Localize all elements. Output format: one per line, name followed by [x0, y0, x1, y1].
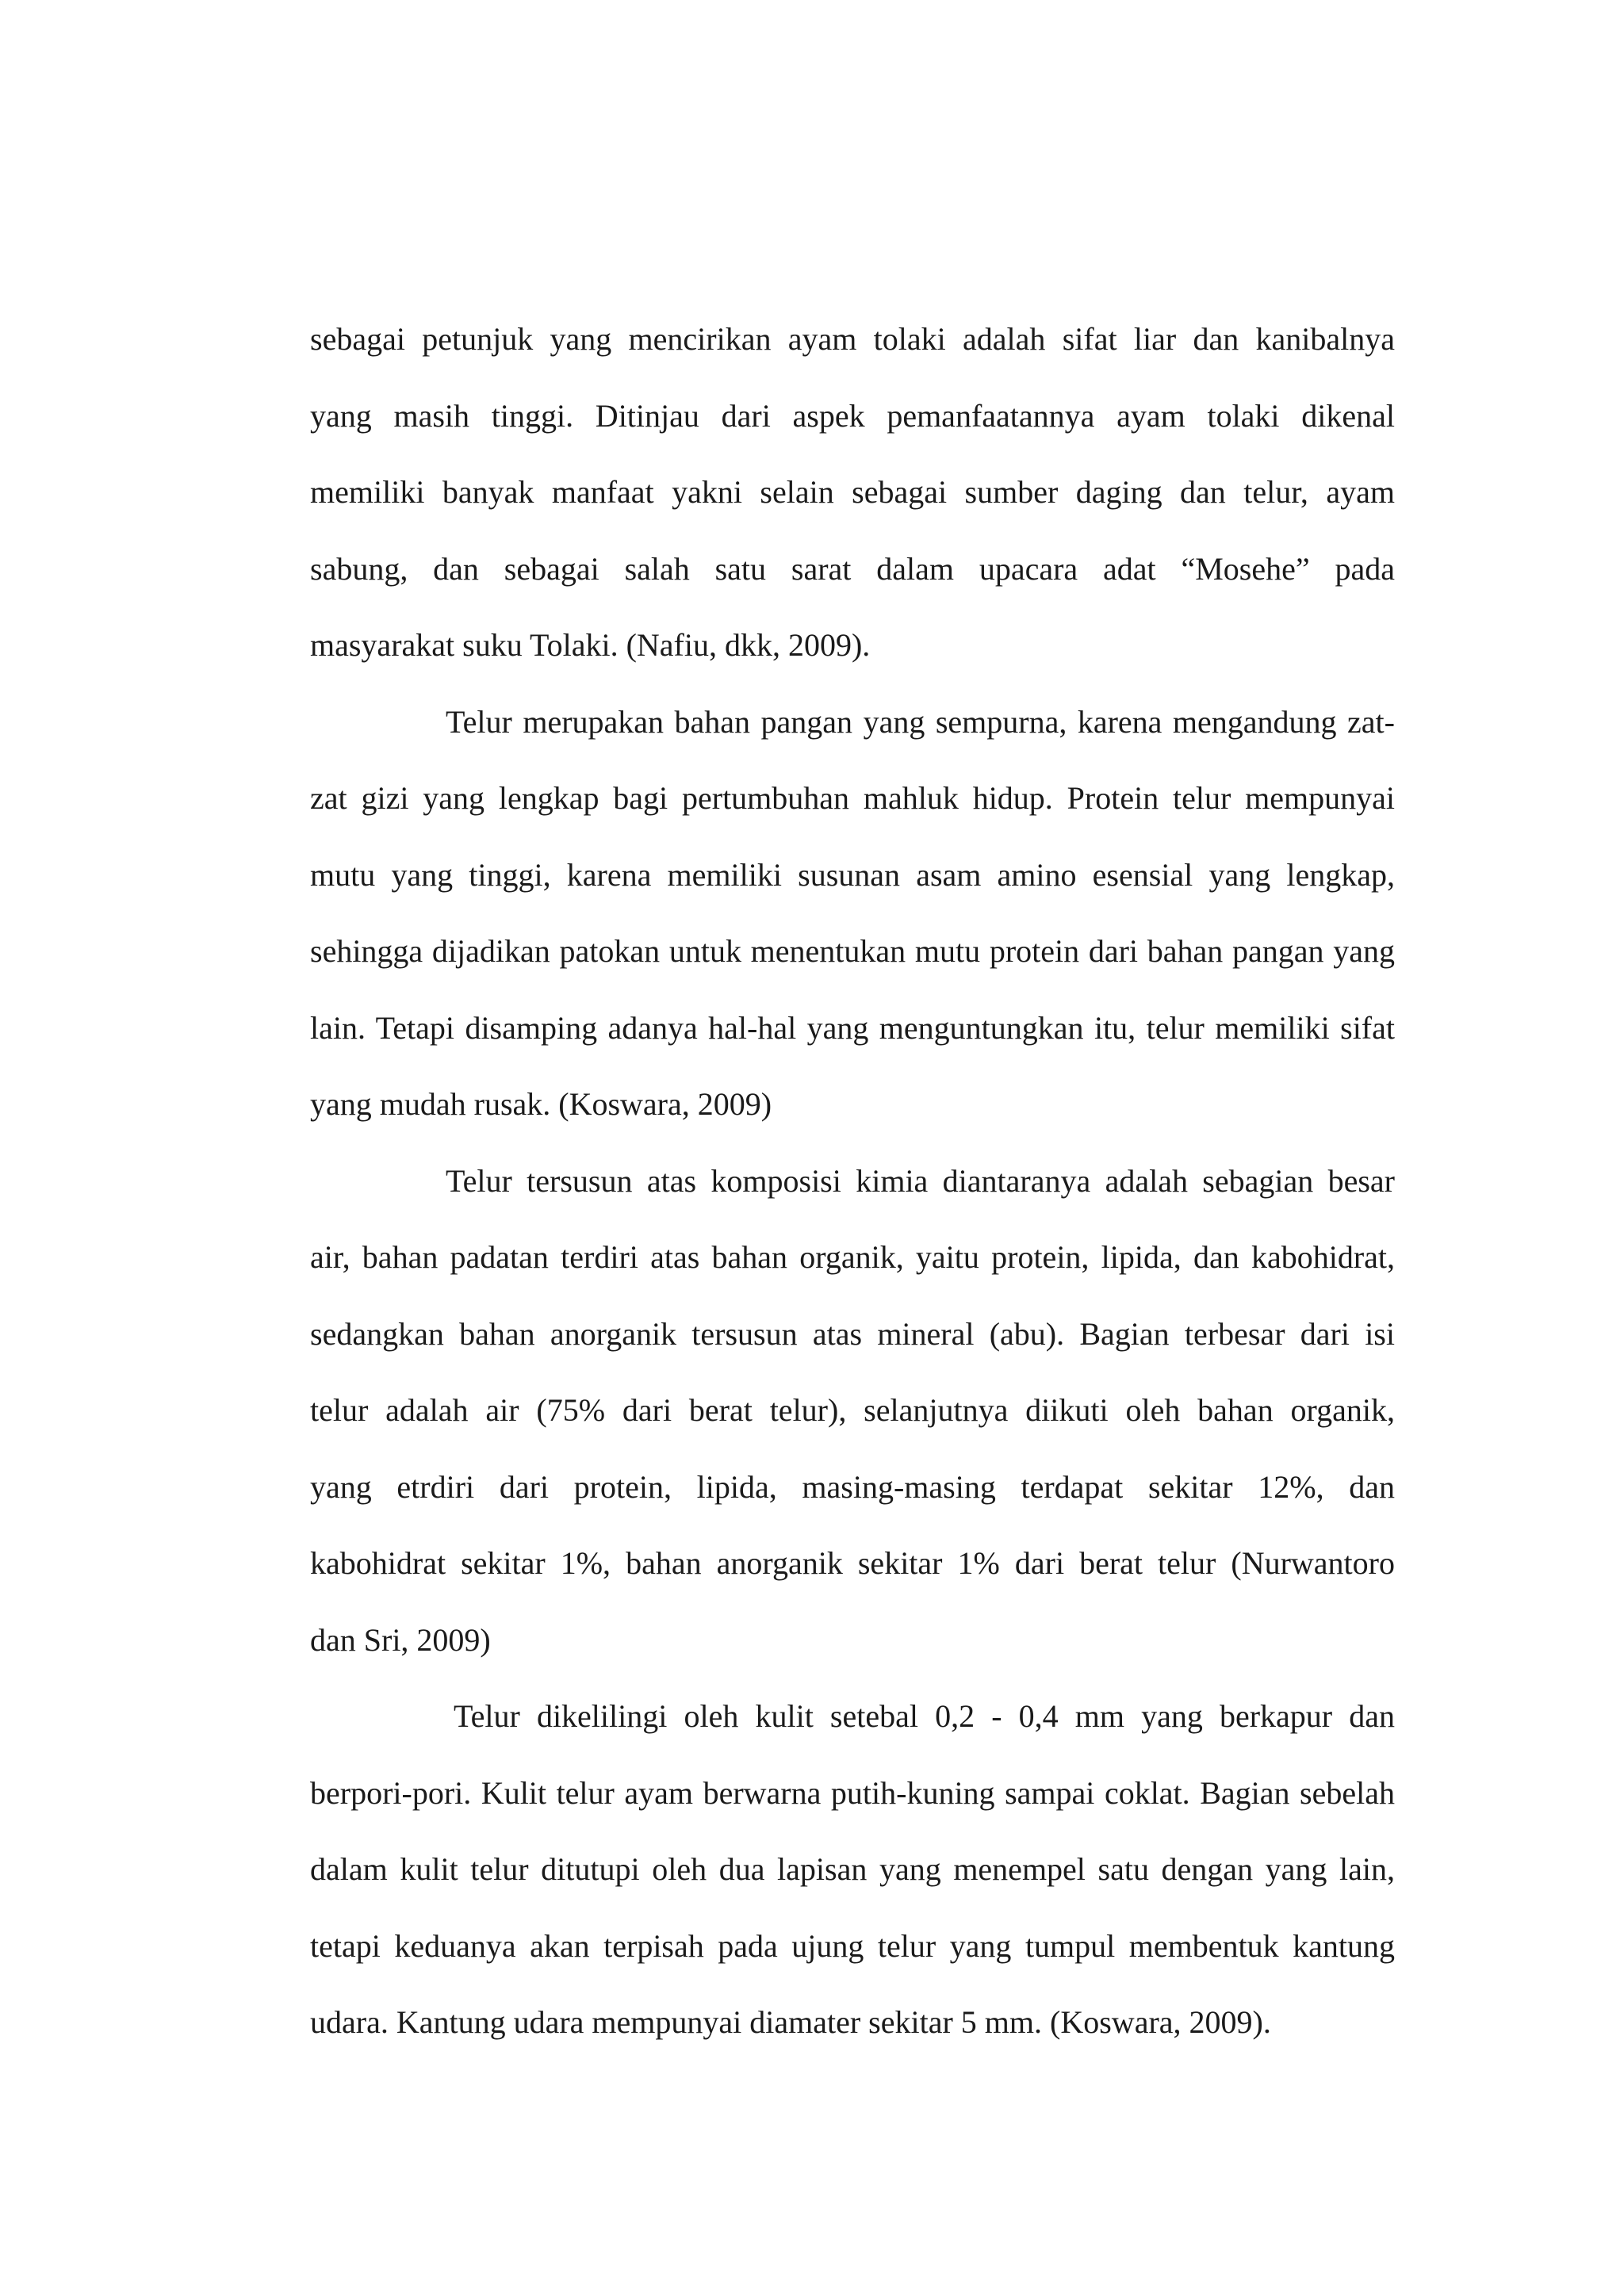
text-line: memiliki banyak manfaat yakni selain sebagai sumber daging dan telur, ayam — [310, 474, 1395, 510]
text-line: berpori-pori. Kulit telur ayam berwarna putih-kuning sampai coklat. Bagian sebelah — [310, 1774, 1395, 1811]
text-line: air, bahan padatan terdiri atas bahan organik, yaitu protein, lipida, dan kabohidrat, — [310, 1239, 1395, 1275]
text-line: dalam kulit telur ditutupi oleh dua lapisan yang menempel satu dengan yang lain, — [310, 1851, 1395, 1887]
text-line: yang etrdiri dari protein, lipida, masing-masing terdapat sekitar 12%, dan — [310, 1468, 1395, 1505]
paragraph-4 — [310, 1678, 1395, 2061]
text-line: Telur merupakan bahan pangan yang sempurna, karena mengandung zat- — [446, 703, 1395, 740]
text-line: zat gizi yang lengkap bagi pertumbuhan mahluk hidup. Protein telur mempunyai — [310, 780, 1395, 816]
paragraph-2 — [310, 684, 1395, 1143]
text-line: lain. Tetapi disamping adanya hal-hal yang menguntungkan itu, telur memiliki sifat — [310, 1009, 1395, 1046]
text-line: Telur tersusun atas komposisi kimia diantaranya adalah sebagian besar — [446, 1162, 1395, 1199]
text-line: telur adalah air (75% dari berat telur), selanjutnya diikuti oleh bahan organik, — [310, 1392, 1395, 1428]
text-line: sedangkan bahan anorganik tersusun atas mineral (abu). Bagian terbesar dari isi — [310, 1315, 1395, 1352]
text-line: mutu yang tinggi, karena memiliki susunan asam amino esensial yang lengkap, — [310, 856, 1395, 893]
paragraph-3 — [310, 1143, 1395, 1679]
document-body — [310, 301, 1395, 2061]
text-line: sehingga dijadikan patokan untuk menentukan mutu protein dari bahan pangan yang — [310, 933, 1395, 969]
text-line: udara. Kantung udara mempunyai diamater sekitar 5 mm. (Koswara, 2009). — [310, 2004, 1271, 2040]
text-line: dan Sri, 2009) — [310, 1621, 491, 1658]
text-line: tetapi keduanya akan terpisah pada ujung telur yang tumpul membentuk kantung — [310, 1927, 1395, 1964]
text-line: sabung, dan sebagai salah satu sarat dalam upacara adat “Mosehe” pada — [310, 550, 1395, 587]
text-line: yang masih tinggi. Ditinjau dari aspek pemanfaatannya ayam tolaki dikenal — [310, 397, 1395, 434]
text-line: Telur dikelilingi oleh kulit setebal 0,2 - 0,4 mm yang berkapur dan — [454, 1698, 1395, 1734]
text-line: kabohidrat sekitar 1%, bahan anorganik sekitar 1% dari berat telur (Nurwantoro — [310, 1545, 1395, 1581]
paragraph-1 — [310, 301, 1395, 684]
text-line: yang mudah rusak. (Koswara, 2009) — [310, 1086, 772, 1122]
text-line: sebagai petunjuk yang mencirikan ayam tolaki adalah sifat liar dan kanibalnya — [310, 321, 1395, 357]
text-line: masyarakat suku Tolaki. (Nafiu, dkk, 2009). — [310, 627, 871, 663]
